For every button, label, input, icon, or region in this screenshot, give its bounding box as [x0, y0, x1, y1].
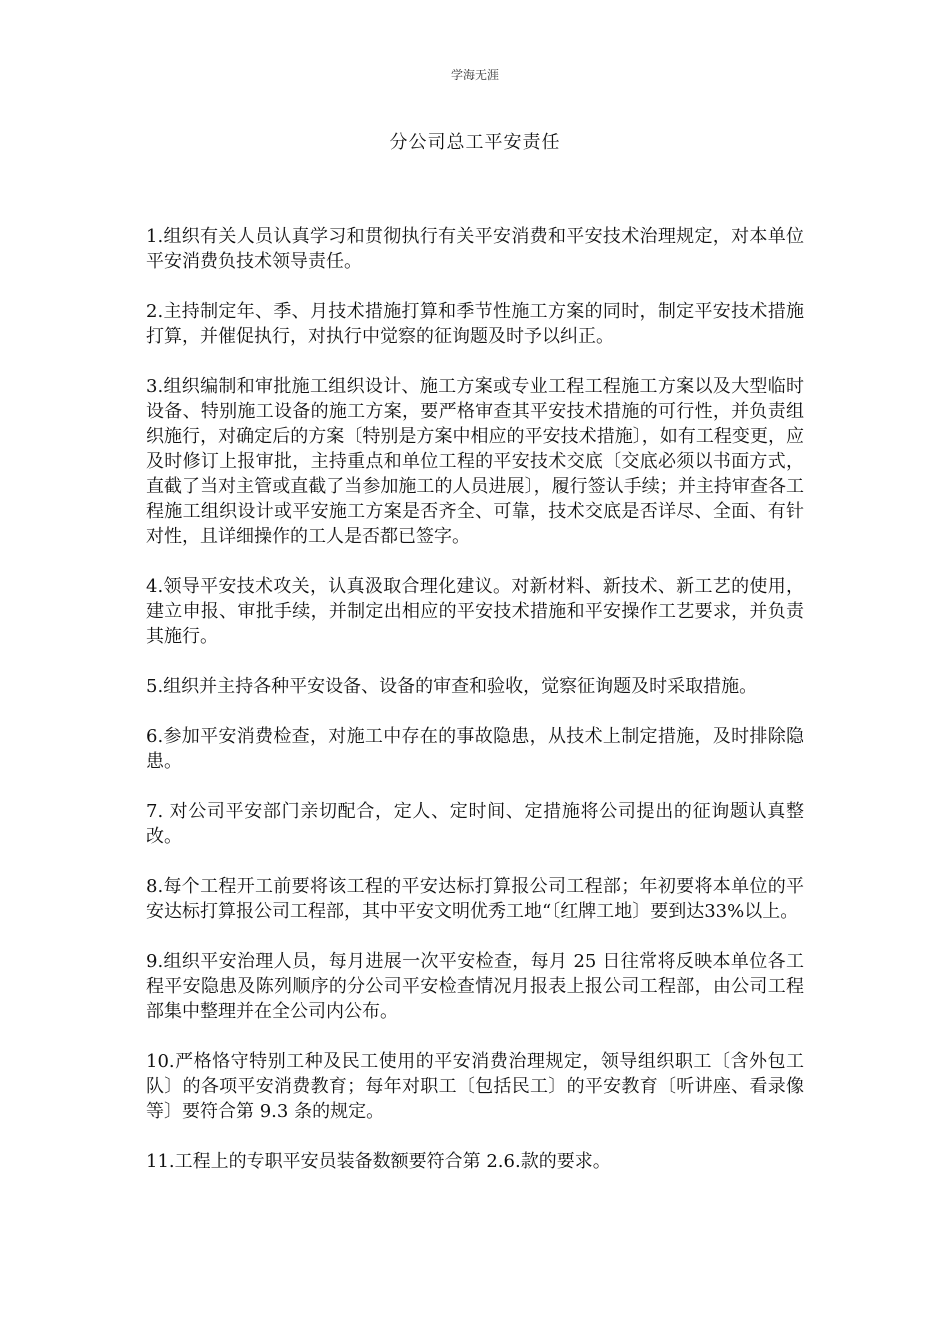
page-header: 学海无涯 — [450, 68, 499, 82]
paragraph-5: 5.组织并主持各种平安设备、设备的审查和验收，觉察征询题及时采取措施。 — [146, 676, 758, 697]
paragraph-3: 3.组织编制和审批施工组织设计、施工方案或专业工程工程施工方案以及大型临时设备、特别施工设备的施工方案，要严格审查其平安技术措施的可行性，并负责组织施行，对确定后的方案〔特别是方案中相应的平安技术措施〕，如有工程变更，应及时修订上报审批，主持重点和单位工程的平安技术交底〔交底必须以书面方式，直截了当对主管或直截了当参加施工的人员进展〕，履行签认手续；并主持审查各工程施工组织设计或平安施工方案是否齐全、可靠，技术交底是否详尽、全面、有针对性，且详细操作的工人是否都已签字。 — [146, 376, 804, 547]
paragraph-8: 8.每个工程开工前要将该工程的平安达标打算报公司工程部；年初要将本单位的平安达标打算报公司工程部，其中平安文明优秀工地“〔红牌工地〕要到达33%以上。 — [146, 876, 804, 922]
paragraph-1: 1.组织有关人员认真学习和贯彻执行有关平安消费和平安技术治理规定，对本单位平安消费负技术领导责任。 — [146, 226, 804, 272]
paragraph-2: 2.主持制定年、季、月技术措施打算和季节性施工方案的同时，制定平安技术措施打算，并催促执行，对执行中觉察的征询题及时予以纠正。 — [146, 301, 804, 347]
document-body — [146, 224, 804, 1199]
paragraph-10: 10.严格恪守特别工种及民工使用的平安消费治理规定，领导组织职工〔含外包工队〕的各项平安消费教育；每年对职工〔包括民工〕的平安教育〔听讲座、看录像等〕要符合第 9.3 条的规定。 — [146, 1051, 804, 1122]
paragraph-4: 4.领导平安技术攻关，认真汲取合理化建议。对新材料、新技术、新工艺的使用，建立申报、审批手续，并制定出相应的平安技术措施和平安操作工艺要求，并负责其施行。 — [146, 576, 804, 647]
paragraph-9: 9.组织平安治理人员，每月进展一次平安检查，每月 25 日往常将反映本单位各工程平安隐患及陈列顺序的分公司平安检查情况月报表上报公司工程部，由公司工程部集中整理并在全公司内公布。 — [146, 951, 804, 1022]
paragraph-6: 6.参加平安消费检查，对施工中存在的事故隐患，从技术上制定措施，及时排除隐患。 — [146, 726, 804, 772]
paragraph-7: 7. 对公司平安部门亲切配合，定人、定时间、定措施将公司提出的征询题认真整改。 — [146, 801, 804, 847]
document-title: 分公司总工平安责任 — [389, 132, 561, 153]
paragraph-11: 11.工程上的专职平安员装备数额要符合第 2.6.款的要求。 — [146, 1151, 611, 1172]
